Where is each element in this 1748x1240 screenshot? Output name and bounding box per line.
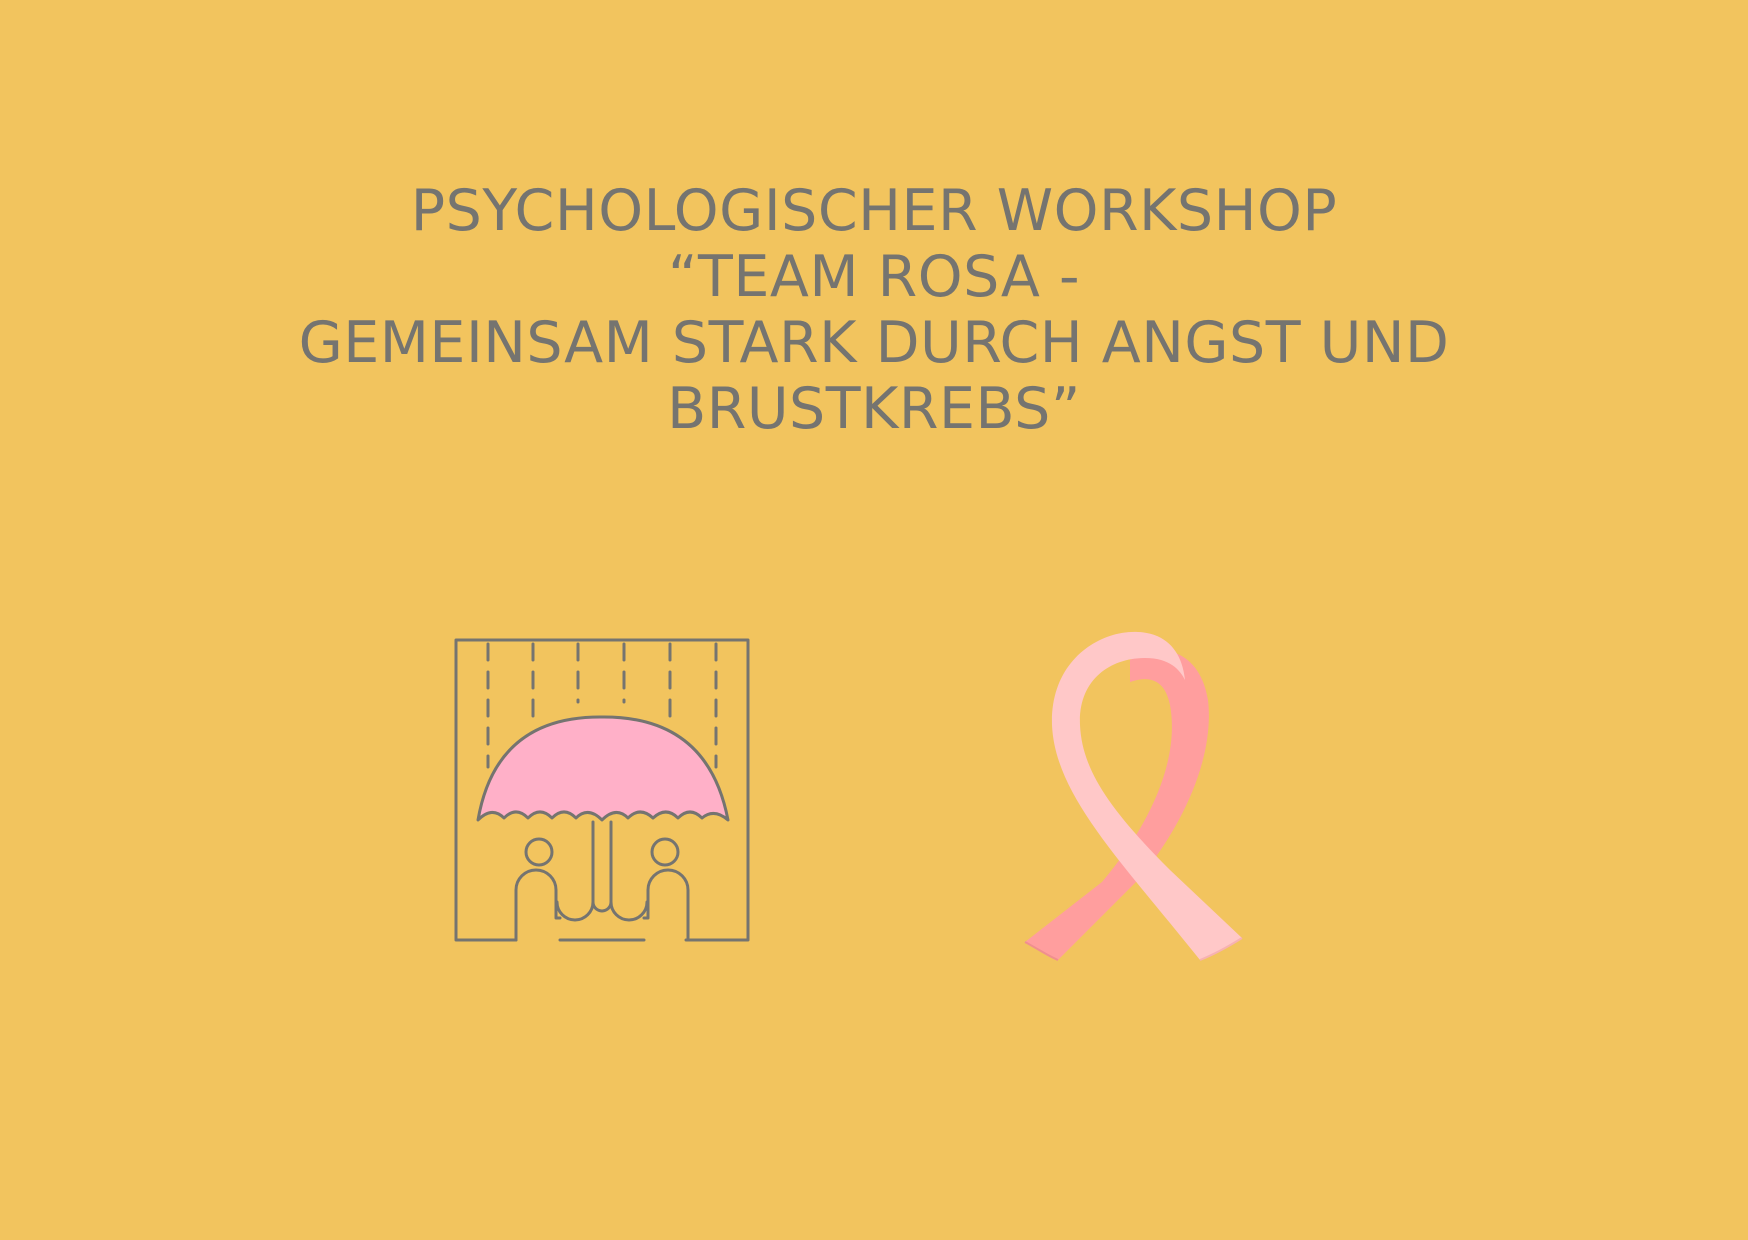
umbrella-shelter-icon [446,632,756,944]
title-line-4: BRUSTKREBS” [667,376,1081,442]
title-line-1: PSYCHOLOGISCHER WORKSHOP [410,178,1338,244]
title-line-2: “TEAM ROSA - [667,244,1081,310]
awareness-ribbon-icon [1010,620,1260,965]
title-line-3: GEMEINSAM STARK DURCH ANGST UND [298,310,1450,376]
workshop-title [0,178,1748,442]
